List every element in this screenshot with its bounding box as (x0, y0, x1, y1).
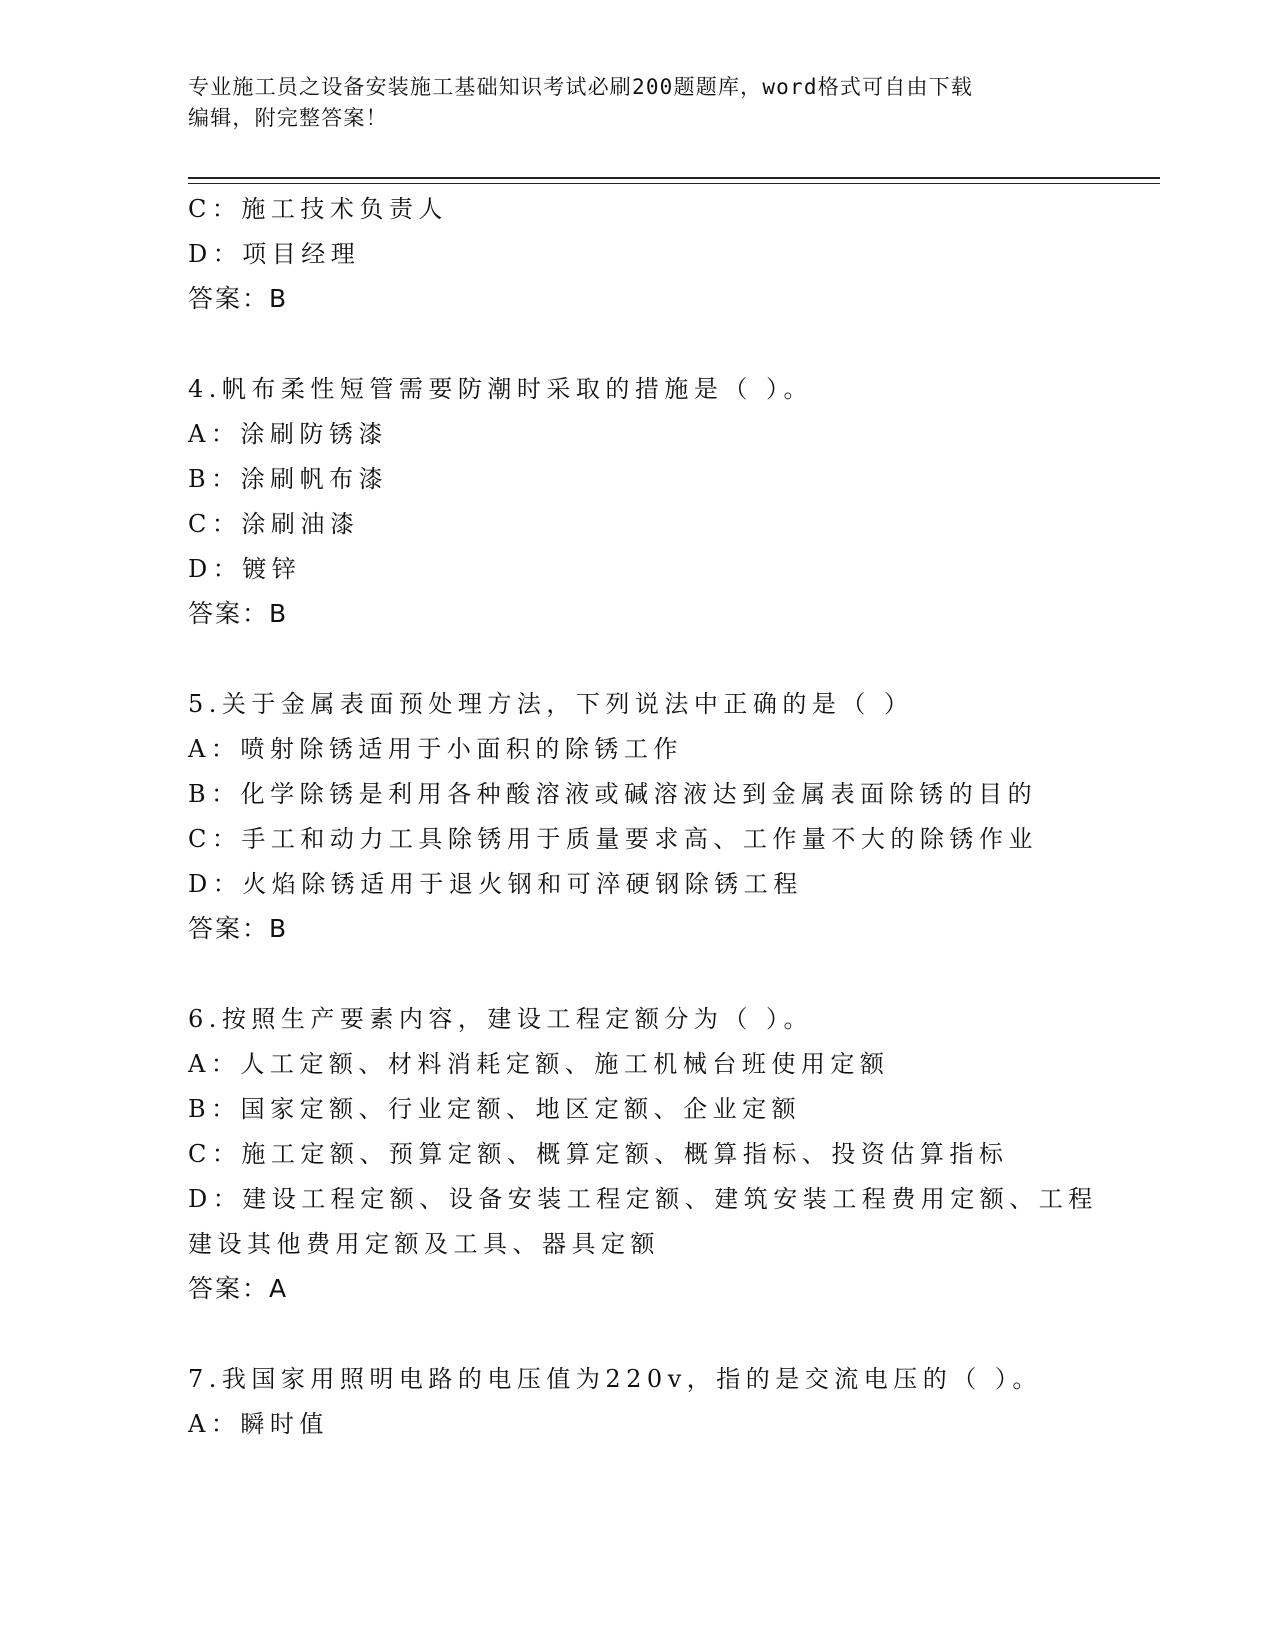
q7-question: 7.我国家用照明电路的电压值为220v，指的是交流电压的（ ）。 (188, 1365, 1042, 1393)
q6-option-b: B：国家定额、行业定额、地区定额、企业定额 (188, 1095, 802, 1123)
q3-option-d: D：项目经理 (188, 240, 361, 268)
q5-answer: 答案：B (188, 914, 289, 943)
q6-option-d-continued: 建设其他费用定额及工具、器具定额 (188, 1230, 660, 1258)
q7-option-a: A：瞬时值 (188, 1410, 329, 1438)
q4-answer: 答案：B (188, 599, 289, 628)
q6-option-d: D：建设工程定额、设备安装工程定额、建筑安装工程费用定额、工程 (188, 1185, 1098, 1213)
q5-option-c: C：手工和动力工具除锈用于质量要求高、工作量不大的除锈作业 (188, 825, 1038, 853)
q4-option-a: A：涂刷防锈漆 (188, 420, 388, 448)
q5-option-d: D：火焰除锈适用于退火钢和可淬硬钢除锈工程 (188, 870, 803, 898)
q6-question: 6.按照生产要素内容，建设工程定额分为（ ）。 (188, 1005, 814, 1033)
q4-option-c: C：涂刷油漆 (188, 510, 360, 538)
q3-answer: 答案：B (188, 284, 289, 313)
q5-option-b: B：化学除锈是利用各种酸溶液或碱溶液达到金属表面除锈的目的 (188, 780, 1038, 808)
q6-answer: 答案：A (188, 1274, 289, 1303)
q6-option-a: A：人工定额、材料消耗定额、施工机械台班使用定额 (188, 1050, 890, 1078)
document-header (188, 72, 1068, 134)
q6-option-c: C：施工定额、预算定额、概算定额、概算指标、投资估算指标 (188, 1140, 1009, 1168)
q4-option-d: D：镀锌 (188, 555, 302, 583)
header-line-1: 专业施工员之设备安装施工基础知识考试必刷200题题库，word格式可自由下载 (188, 75, 974, 99)
q4-option-b: B：涂刷帆布漆 (188, 465, 389, 493)
q5-question: 5.关于金属表面预处理方法，下列说法中正确的是（ ） (188, 690, 914, 718)
q3-option-c: C：施工技术负责人 (188, 195, 448, 223)
q4-question: 4.帆布柔性短管需要防潮时采取的措施是（ ）。 (188, 375, 814, 403)
header-line-2: 编辑，附完整答案！ (188, 106, 388, 130)
header-divider-thick (188, 177, 1160, 179)
q5-option-a: A：喷射除锈适用于小面积的除锈工作 (188, 735, 683, 763)
header-divider-thin (188, 183, 1160, 184)
